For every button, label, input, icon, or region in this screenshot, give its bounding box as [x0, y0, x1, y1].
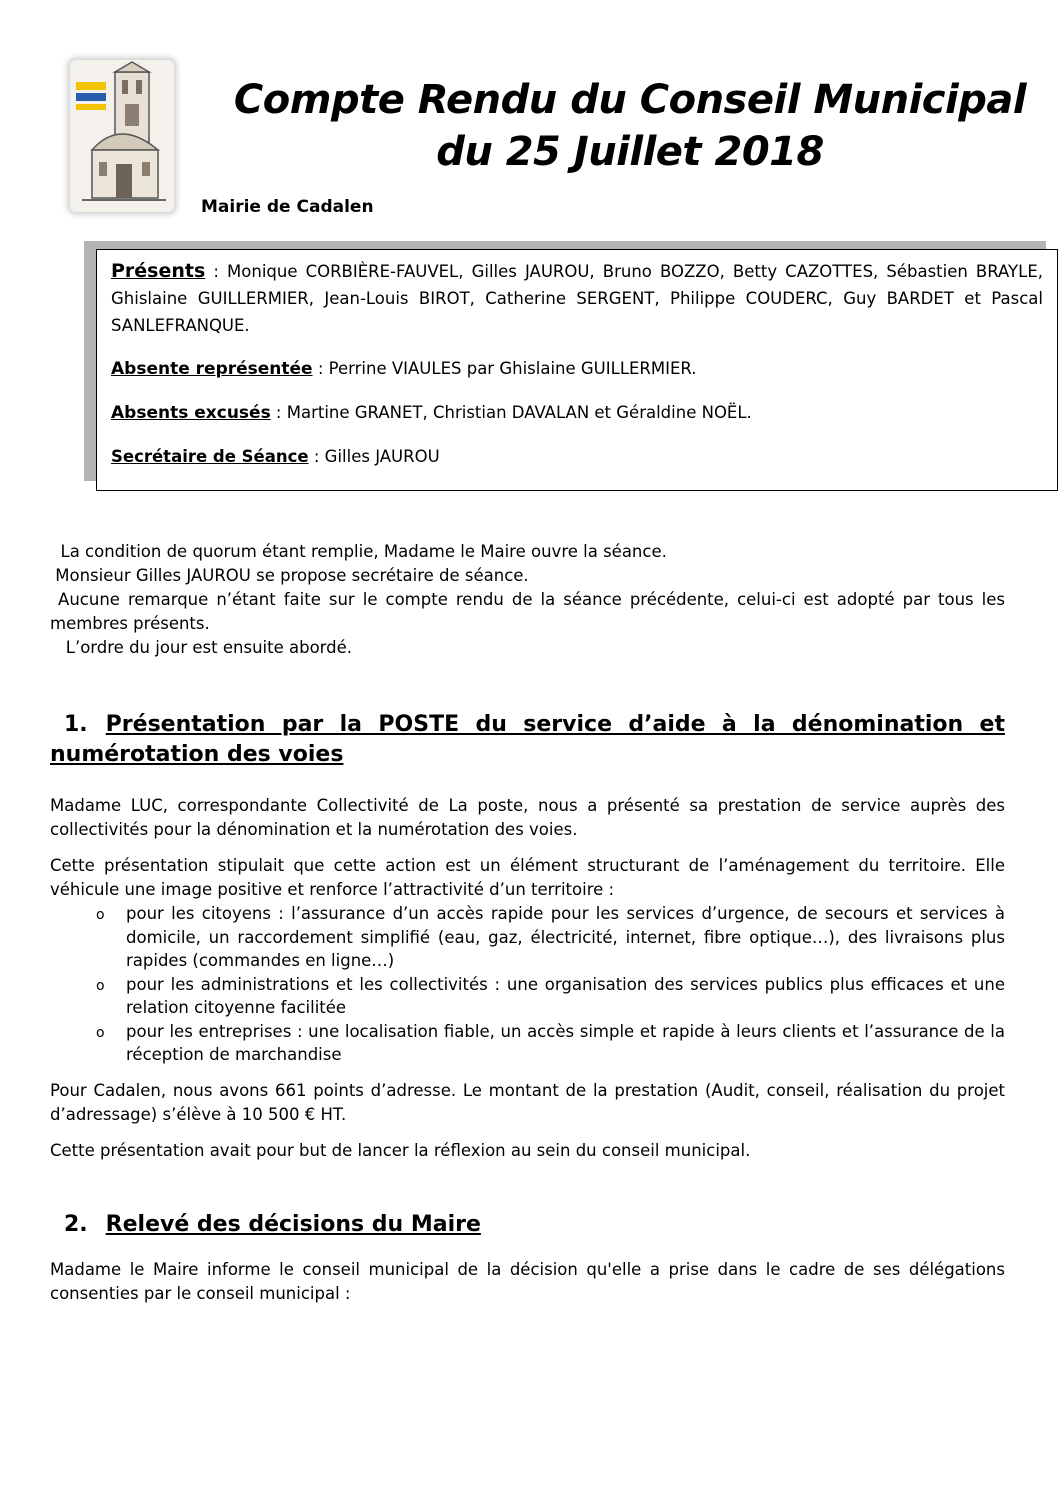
absente-label: Absente représentée — [111, 359, 313, 379]
presents-paragraph — [111, 258, 1043, 339]
intro-line: Monsieur Gilles JAUROU se propose secrétaire de séance. — [50, 566, 529, 585]
section-1-bullet-list — [50, 902, 1005, 1067]
attendance-box — [96, 249, 1058, 491]
absente-text: : Perrine VIAULES par Ghislaine GUILLERMIER. — [312, 359, 697, 378]
section-1-para-4: Cette présentation avait pour but de lancer la réflexion au sein du conseil municipal. — [50, 1141, 751, 1160]
title-line-1: Compte Rendu du Conseil Municipal — [233, 77, 1027, 123]
section-2-para-1: Madame le Maire informe le conseil municipal de la décision qu'elle a prise dans le cadre de ses délégations consenties par le conseil municipal : — [50, 1260, 1005, 1303]
intro-line: Aucune remarque n’étant faite sur le compte rendu de la séance précédente, celui-ci est adopté par tous les membres présents. — [50, 590, 1011, 633]
presents-text: : Monique CORBIÈRE-FAUVEL, Gilles JAUROU, Bruno BOZZO, Betty CAZOTTES, Sébastien BRAYLE, Ghislaine GUILLERMIER, Jean-Louis BIROT, Catherine SERGENT, Philippe COUDERC, Guy BARDET et Pascal SANLEFRANQUE. — [111, 262, 1043, 335]
excuses-label: Absents excusés — [111, 403, 271, 423]
bullet-marker: o — [96, 977, 105, 994]
mairie-name: Mairie de Cadalen — [201, 197, 374, 217]
excuses-paragraph — [111, 399, 1043, 427]
section-2-heading — [50, 1210, 1005, 1240]
bullet-text: pour les entreprises : une localisation fiable, un accès simple et rapide à leurs clients et l’assurance de la réception de marchandise — [126, 1021, 1005, 1064]
document-title — [190, 74, 1058, 178]
secretaire-text: : Gilles JAUROU — [308, 447, 440, 466]
bullet-marker: o — [96, 907, 105, 923]
title-line-2: du 25 Juillet 2018 — [436, 129, 824, 175]
excuses-text: : Martine GRANET, Christian DAVALAN et Géraldine NOËL. — [270, 403, 752, 422]
bullet-marker: o — [96, 1024, 105, 1041]
section-1-para-3: Pour Cadalen, nous avons 661 points d’adresse. Le montant de la prestation (Audit, conseil, réalisation du projet d’adressage) s’élève à 10 500 € HT. — [50, 1081, 1005, 1124]
intro-line: La condition de quorum étant remplie, Madame le Maire ouvre la séance. — [50, 542, 667, 561]
church-logo-icon — [70, 60, 174, 212]
secretaire-paragraph — [111, 443, 1043, 470]
section-1-para-1: Madame LUC, correspondante Collectivité de La poste, nous a présenté sa prestation de service auprès des collectivités pour la dénomination et la numérotation des voies. — [50, 796, 1005, 839]
bullet-text: pour les administrations et les collectivités : une organisation des services publics plus efficaces et une relation citoyenne facilitée — [126, 974, 1005, 1017]
section-1-title: Présentation par la POSTE du service d’aide à la dénomination et numérotation des voies — [50, 712, 1005, 767]
intro-block — [50, 540, 1011, 660]
secretaire-label: Secrétaire de Séance — [111, 447, 309, 466]
bullet-text: pour les citoyens : l’assurance d’un accès rapide pour les services d’urgence, de secours et services à domicile, un raccordement simplifié (eau, gaz, électricité, internet, fibre optique…), des livraisons plus rapides (commandes en ligne…) — [126, 904, 1005, 970]
section-2-title: Relevé des décisions du Maire — [105, 1212, 481, 1237]
section-1-heading — [50, 710, 1005, 770]
intro-line: L’ordre du jour est ensuite abordé. — [50, 638, 353, 657]
section-1-para-2: Cette présentation stipulait que cette action est un élément structurant de l’aménagement du territoire. Elle véhicule une image positive et renforce l’attractivité d’un territoire : — [50, 856, 1005, 899]
list-item — [50, 973, 1005, 1020]
absente-paragraph — [111, 355, 1043, 383]
mairie-logo — [70, 60, 174, 212]
section-2-number: 2. — [64, 1212, 88, 1237]
list-item — [50, 1020, 1005, 1067]
list-item — [50, 902, 1005, 973]
section-1-number: 1. — [64, 712, 88, 737]
presents-label: Présents — [111, 260, 206, 282]
